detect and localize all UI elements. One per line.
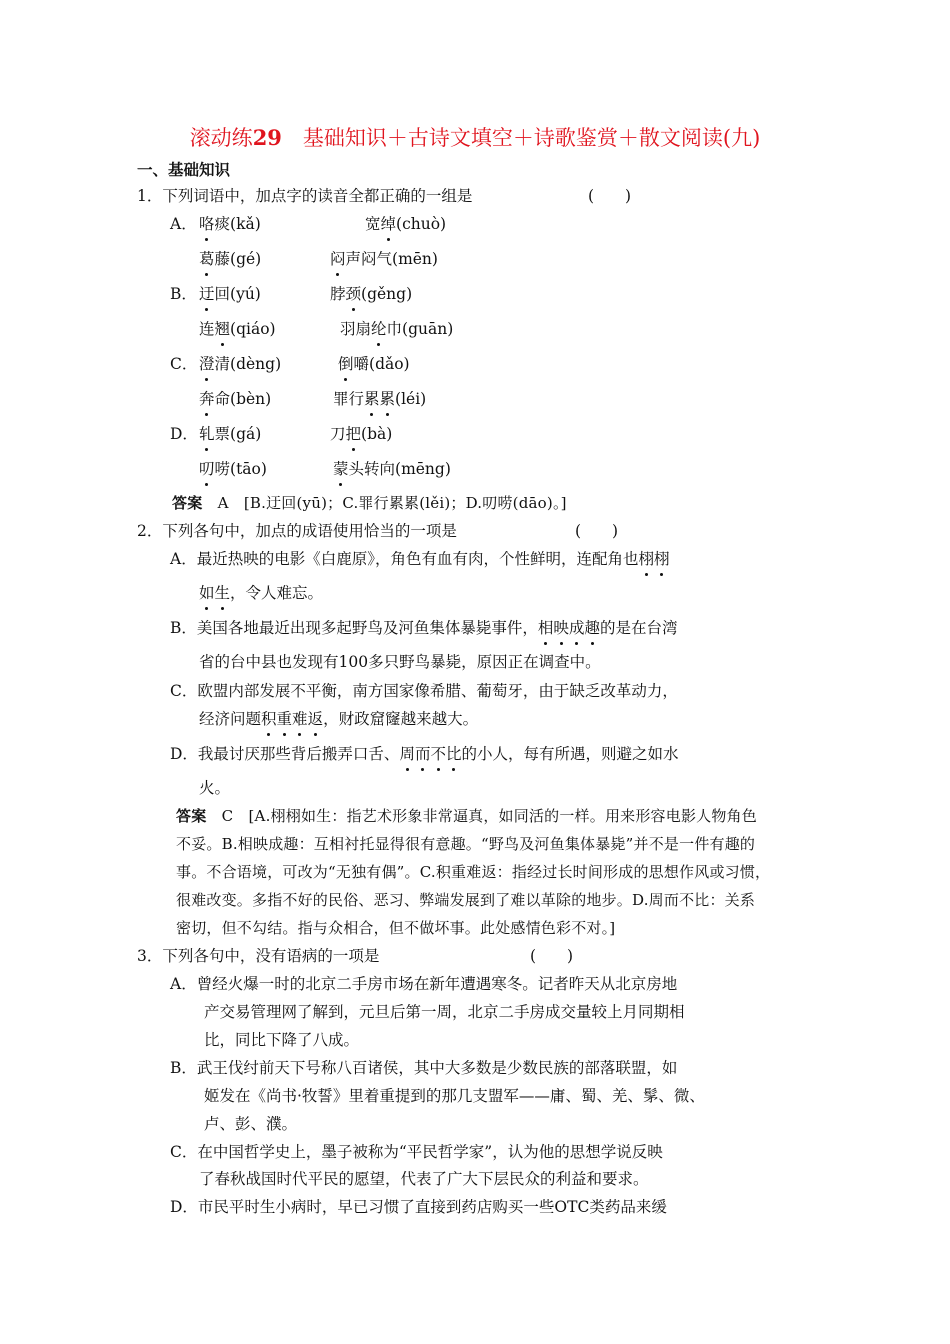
q1-dotted-char: 倒 — [338, 355, 354, 373]
q1-option-b-word1: 迂回(yú) — [199, 285, 261, 303]
q1-option-c-word1: 澄清(dèng) — [199, 355, 282, 373]
q2-answer-line4: 很难改变。多指不好的民俗、恶习、弊端发展到了难以革除的地步。D.周而不比：关系 — [176, 891, 756, 909]
q2-paren: ( ) — [575, 522, 619, 540]
q2-dotted-char: 周 — [399, 745, 415, 763]
q2-option-c-line1: C．欧盟内部发展不平衡，南方国家像希腊、葡萄牙，由于缺乏改革动力， — [170, 682, 678, 700]
q2-answer-line1: 答案 C [A.栩栩如生：指艺术形象非常逼真，如同活的一样。用来形容电影人物角色 — [176, 807, 757, 825]
q1-dotted-char: 累 — [364, 390, 380, 408]
q2-dotted-char: 趣 — [584, 619, 600, 637]
q1-dotted-char: 迂 — [199, 285, 215, 303]
q1-option-d-label: D． — [170, 425, 198, 443]
q1-dotted-char: 澄 — [199, 355, 215, 373]
q2-option-d-line2: 火。 — [199, 779, 231, 797]
q1-option-c-word4: 罪行累累(léi) — [333, 390, 427, 408]
q3-option-b-line3: 卢、彭、濮。 — [204, 1115, 298, 1133]
page-title — [0, 122, 950, 152]
q1-dotted-char: 轧 — [199, 425, 215, 443]
q2-option-b-line1: B．美国各地最近出现多起野鸟及河鱼集体暴毙事件，相映成趣的是在台湾 — [170, 619, 678, 637]
q2-option-a-line2: 如生，令人难忘。 — [199, 584, 324, 602]
q1-dotted-char: 奔 — [199, 390, 215, 408]
q2-dotted-char: 相 — [537, 619, 554, 637]
q1-option-c-word3: 奔命(bèn) — [199, 390, 272, 408]
q2-option-c-line2: 经济问题积重难返，财政窟窿越来越大。 — [199, 710, 479, 728]
q3-option-c-line1: C．在中国哲学史上，墨子被称为“平民哲学家”，认为他的思想学说反映 — [170, 1143, 663, 1161]
q1-dotted-char: 把 — [345, 425, 362, 443]
q1-option-b-word3: 连翘(qiáo) — [199, 320, 276, 338]
q3-option-b-line2: 姬发在《尚书·牧誓》里着重提到的那几支盟军——庸、蜀、羌、髳、微、 — [204, 1087, 705, 1105]
q1-dotted-char: 累 — [379, 390, 396, 408]
q1-dotted-char: 葛 — [199, 250, 215, 268]
q2-answer-line5: 密切，但不勾结。指与众相合，但不做坏事。此处感情色彩不对。] — [176, 919, 616, 937]
q1-option-c-label: C． — [170, 355, 198, 373]
q2-dotted-char: 映 — [553, 619, 569, 637]
q1-dotted-char: 咯 — [199, 215, 215, 233]
q1-answer: 答案 A [B.迂回(yū)；C.罪行累累(lěi)；D.叨唠(dāo)。] — [172, 494, 567, 512]
q1-stem: 1．下列词语中，加点字的读音全都正确的一组是 — [137, 187, 473, 205]
q2-dotted-char: 如 — [199, 584, 215, 602]
q3-option-d-line1: D．市民平时生小病时，早已习惯了直接到药店购买一些OTC类药品来缓 — [170, 1198, 667, 1216]
q1-dotted-char: 叨 — [199, 460, 215, 478]
q3-stem: 3．下列各句中，没有语病的一项是 — [137, 947, 380, 965]
q2-option-b-line2: 省的台中县也发现有100多只野鸟暴毙，原因正在调查中。 — [199, 653, 601, 671]
q1-option-a-word2: 宽绰(chuò) — [365, 215, 447, 233]
q1-dotted-char: 蒙 — [333, 460, 349, 478]
answer-label: 答案 — [176, 807, 207, 825]
q1-option-a-word4: 闷声闷气(mēn) — [330, 250, 438, 268]
q2-dotted-char: 重 — [276, 710, 293, 728]
q2-dotted-char: 成 — [568, 619, 585, 637]
q1-option-a-label: A． — [170, 215, 197, 233]
q1-option-a-word3: 葛藤(gé) — [199, 250, 262, 268]
q3-option-a-line2: 产交易管理网了解到，元旦后第一周，北京二手房成交量较上月同期相 — [204, 1003, 685, 1021]
q3-option-b-line1: B．武王伐纣前天下号称八百诸侯，其中大多数是少数民族的部落联盟，如 — [170, 1059, 678, 1077]
q2-dotted-char: 栩 — [653, 550, 670, 568]
q2-dotted-char: 难 — [292, 710, 308, 728]
q2-dotted-char: 生 — [214, 584, 231, 602]
q1-option-b-word4: 羽扇纶巾(guān) — [340, 320, 454, 338]
q1-dotted-char: 颈 — [345, 285, 362, 303]
q2-option-d-line1: D．我最讨厌那些背后搬弄口舌、周而不比的小人，每有所遇，则避之如水 — [170, 745, 679, 763]
q1-option-b-label: B． — [170, 285, 197, 303]
q2-dotted-char: 比 — [445, 745, 462, 763]
q2-answer-line2: 不妥。B.相映成趣：互相衬托显得很有意趣。“野鸟及河鱼集体暴毙”并不是一件有趣的 — [176, 835, 756, 853]
q2-dotted-char: 而 — [414, 745, 431, 763]
q2-dotted-char: 不 — [430, 745, 446, 763]
q2-answer-line3: 事。不合语境，可改为“无独有偶”。C.积重难返：指经过长时间形成的思想作风或习惯， — [176, 863, 771, 881]
q1-option-d-word2: 刀把(bà) — [330, 425, 393, 443]
title-prefix: 滚动练 — [189, 126, 253, 150]
q2-option-a-line1: A．最近热映的电影《白鹿原》，角色有血有肉，个性鲜明，连配角也栩栩 — [170, 550, 670, 568]
q3-paren: ( ) — [530, 947, 574, 965]
q1-option-c-word2: 倒嚼(dǎo) — [338, 355, 410, 373]
q1-option-d-word3: 叨唠(tāo) — [199, 460, 267, 478]
q2-dotted-char: 返 — [307, 710, 324, 728]
q1-option-b-word2: 脖颈(gěng) — [330, 285, 413, 303]
q1-dotted-char: 绰 — [380, 215, 397, 233]
q1-paren: ( ) — [588, 187, 632, 205]
title-number: 29 — [252, 125, 282, 150]
q3-option-a-line1: A．曾经火爆一时的北京二手房市场在新年遭遇寒冬。记者昨天从北京房地 — [170, 975, 678, 993]
title-rest: 基础知识＋古诗文填空＋诗歌鉴赏＋散文阅读(九) — [302, 126, 761, 150]
q1-dotted-char: 闷 — [330, 250, 346, 268]
q2-stem: 2．下列各句中，加点的成语使用恰当的一项是 — [137, 522, 457, 540]
q1-option-d-word1: 轧票(gá) — [199, 425, 262, 443]
section-heading: 一、基础知识 — [137, 160, 231, 179]
q2-dotted-char: 积 — [261, 710, 277, 728]
q1-option-d-word4: 蒙头转向(mēng) — [333, 460, 451, 478]
q1-dotted-char: 纶 — [371, 320, 387, 338]
q3-option-c-line2: 了春秋战国时代平民的愿望，代表了广大下层民众的利益和要求。 — [199, 1170, 649, 1188]
q3-option-a-line3: 比，同比下降了八成。 — [204, 1031, 360, 1049]
q1-option-a-word1: 咯痰(kǎ) — [199, 215, 261, 233]
q2-dotted-char: 栩 — [638, 550, 654, 568]
q1-dotted-char: 翘 — [214, 320, 231, 338]
answer-label: 答案 — [172, 494, 203, 512]
